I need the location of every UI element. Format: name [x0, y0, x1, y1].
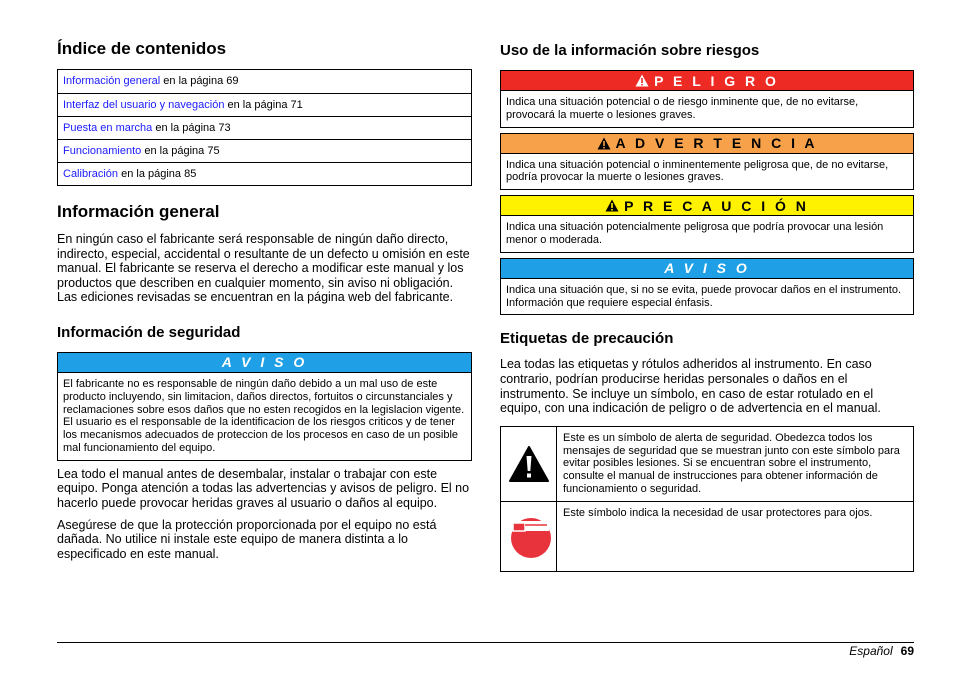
safety-alert-triangle-icon: [509, 446, 549, 482]
advertencia-text: Indica una situación potencial o inminentemente peligrosa que, de no evitarse, podría provocar la muerte o lesiones graves.: [506, 158, 889, 184]
general-title: Información general: [57, 202, 220, 221]
peligro-header: P E L I G R O: [654, 72, 779, 89]
toc-row: [58, 162, 471, 185]
aviso-header: A V I S O: [58, 353, 471, 373]
safety-paragraph-2: Asegúrese de que la protección proporcionada por el equipo no está dañada. No utilice ni instale este equipo de manera distinta a lo especificado en este manual.: [57, 517, 437, 561]
toc-page-ref: en la página 73: [152, 122, 231, 134]
symbol-eye-text: Este símbolo indica la necesidad de usar protectores para ojos.: [557, 501, 913, 571]
aviso-risk-text: Indica una situación que, si no se evita, puede provocar daños en el instrumento. Información que requiere especial énfasis.: [506, 283, 902, 309]
peligro-text: Indica una situación potencial o de riesgo inminente que, de no evitarse, provocará la muerte o lesiones graves.: [506, 96, 859, 121]
peligro-box: [500, 70, 914, 128]
footer-language: Español: [849, 644, 893, 658]
toc-link[interactable]: Calibración: [63, 168, 119, 180]
labels-paragraph: Lea todas las etiquetas y rótulos adheridos al instrumento. En caso contrario, podrían producirse heridas personales o daños en el instrumento. Se incluye un símbolo, en caso de estar rotulado en el equipo, con una indicación de peligro o de advertencia en el manual.: [500, 357, 881, 416]
page-number: 69: [900, 644, 914, 658]
symbols-table: [500, 426, 914, 572]
toc-link[interactable]: Interfaz del usuario y navegación: [63, 99, 225, 111]
labels-title: Etiquetas de precaución: [500, 330, 674, 348]
toc-link[interactable]: Información general: [63, 75, 161, 87]
advertencia-box: [500, 133, 914, 191]
toc-page-ref: en la página 85: [118, 168, 197, 180]
general-paragraph: En ningún caso el fabricante será responsable de ningún daño directo, indirecto, especial, accidental o resultante de un defecto u omisión en este manual. El fabricante se reserva el derecho a modificar este manual y los productos que describen en cualquier momento, sin aviso ni obligación. Las ediciones revisadas se encuentran en la página web del fabricante.: [57, 232, 470, 305]
toc-table: [57, 69, 472, 186]
advertencia-header: A D V E R T E N C I A: [615, 135, 818, 152]
warning-triangle-icon: [605, 199, 619, 212]
toc-page-ref: en la página 71: [224, 99, 303, 111]
warning-triangle-icon: [597, 137, 611, 150]
warning-triangle-icon: [635, 74, 649, 87]
precaucion-text: Indica una situación potencialmente peligrosa que podría provocar una lesión menor o moderada.: [506, 221, 884, 246]
risk-title: Uso de la información sobre riesgos: [500, 42, 760, 59]
toc-row: [58, 93, 471, 116]
aviso-text: El fabricante no es responsable de ningún daño debido a un mal uso de este producto incluyendo, sin limitacion, daños directos, fortuitos o circunstanciales y reclamaciones sobre esos daños que no esten recogidos en la legislacion vigente. El usuario es el responsable de la identificacion de los riesgos criticos y de tener los mecanismos adecuados de proteccion de los procesos en caso de un posible mal funcionamiento del equipo.: [63, 377, 465, 454]
toc-link[interactable]: Puesta en marcha: [63, 122, 153, 134]
toc-link[interactable]: Funcionamiento: [63, 145, 142, 157]
footer-divider: [57, 642, 914, 643]
precaucion-header: P R E C A U C I Ó N: [624, 197, 809, 214]
aviso-risk-header: A V I S O: [501, 259, 913, 279]
toc-page-ref: en la página 69: [160, 75, 239, 87]
page-footer: [849, 644, 914, 658]
toc-row: [58, 139, 471, 162]
eye-protection-icon: [507, 511, 551, 561]
toc-page-ref: en la página 75: [141, 145, 220, 157]
precaucion-box: [500, 195, 914, 253]
toc-row: [58, 116, 471, 139]
safety-paragraph-1: Lea todo el manual antes de desembalar, instalar o trabajar con este equipo. Ponga atención a todas las advertencias y avisos de peligro. El no hacerlo puede provocar heridas graves al usuario o daños al equipo.: [57, 466, 470, 510]
aviso-risk-box: [500, 258, 914, 316]
symbol-alert-text: Este es un símbolo de alerta de seguridad. Obedezca todos los mensajes de seguridad que se muestran junto con este símbolo para evitar posibles lesiones. Si se encuentran sobre el instrumento, consulte el manual de instrucciones para obtener información de funcionamiento o seguridad.: [563, 431, 900, 495]
right-column: [500, 38, 914, 572]
toc-title: Índice de contenidos: [57, 39, 227, 58]
aviso-box: [57, 352, 472, 461]
left-column: [57, 38, 472, 561]
toc-row: [58, 70, 471, 93]
safety-title: Información de seguridad: [57, 323, 241, 341]
